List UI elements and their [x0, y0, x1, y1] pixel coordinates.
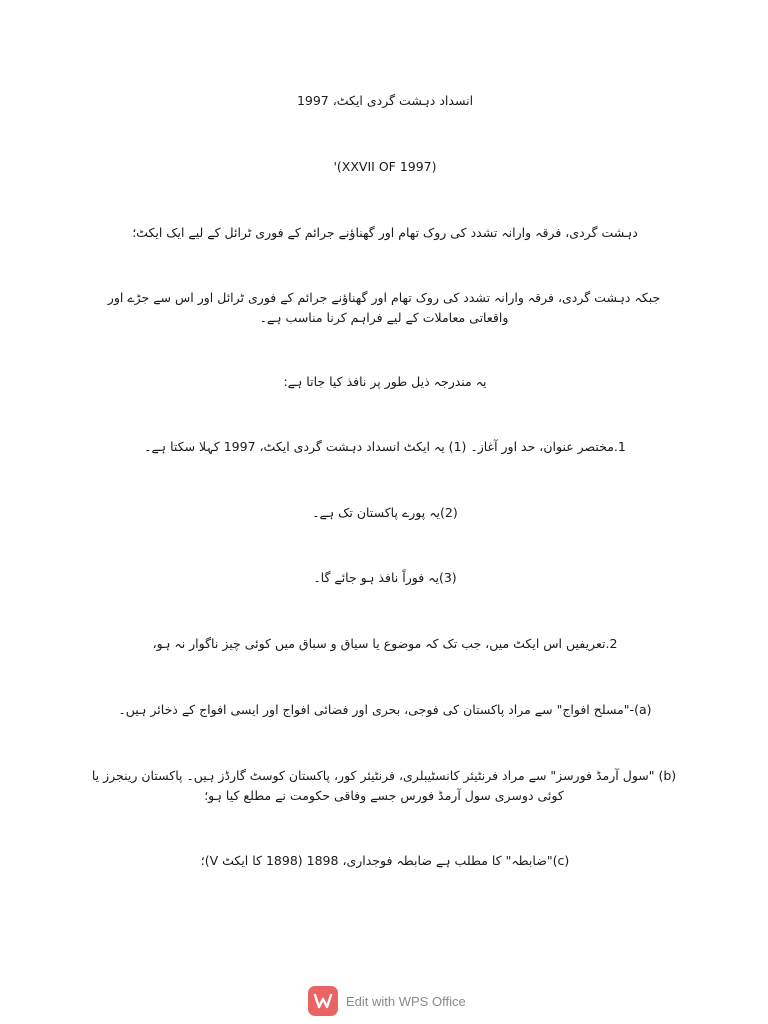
act-long-title: دہشت گردی، فرقہ وارانہ تشدد کی روک تھام اور گھناؤنے جرائم کے فوری ٹرائل کے لیے ایک ایکٹ؛ [132, 225, 638, 240]
wps-watermark-label: Edit with WPS Office [346, 993, 466, 1009]
section-2-heading: 2.تعریفیں اس ایکٹ میں، جب تک کہ موضوع یا سیاق و سباق میں کوئی چیز ناگوار نہ ہو، [152, 636, 618, 651]
enacting-clause: یہ مندرجہ ذیل طور پر نافذ کیا جاتا ہے: [283, 374, 487, 389]
wps-watermark[interactable] [308, 986, 466, 1016]
section-1-subsection-2: (2)یہ پورے پاکستان تک ہے۔ [312, 505, 458, 520]
definition-b: (b) "سول آرمڈ فورسز" سے مراد فرنٹیئر کانسٹیبلری، فرنٹیئر کور، پاکستان کوسٹ گارڈز ہیں۔ پاکستان رینجرز یا کوئی دوسری سول آرمڈ فورس جسے وفاقی حکومت نے مطلع کیا ہو؛ [91, 768, 677, 803]
wps-office-logo-icon [308, 986, 338, 1016]
definition-a: (a)-"مسلح افواج" سے مراد پاکستان کی فوجی، بحری اور فضائی افواج اور ایسی افواج کے ذخائر ہیں۔ [118, 702, 652, 717]
act-number: '(XXVII OF 1997) [333, 159, 437, 174]
section-1-subsection-1: 1.مختصر عنوان، حد اور آغاز۔ (1) یہ ایکٹ انسداد دہشت گردی ایکٹ، 1997 کہلا سکتا ہے۔ [144, 439, 626, 454]
section-1-subsection-3: (3)یہ فوراً نافذ ہو جائے گا۔ [313, 570, 457, 585]
preamble: جبکہ دہشت گردی، فرقہ وارانہ تشدد کی روک تھام اور گھناؤنے جرائم کے فوری ٹرائل اور اس سے جڑے اور واقعاتی معاملات کے لیے فراہم کرنا مناسب ہے۔ [107, 290, 661, 325]
definition-c: (c)"ضابطہ" کا مطلب ہے ضابطہ فوجداری، 1898 (1898 کا ایکٹ V)؛ [200, 853, 570, 868]
act-title: انسداد دہشت گردی ایکٹ، 1997 [296, 93, 474, 108]
